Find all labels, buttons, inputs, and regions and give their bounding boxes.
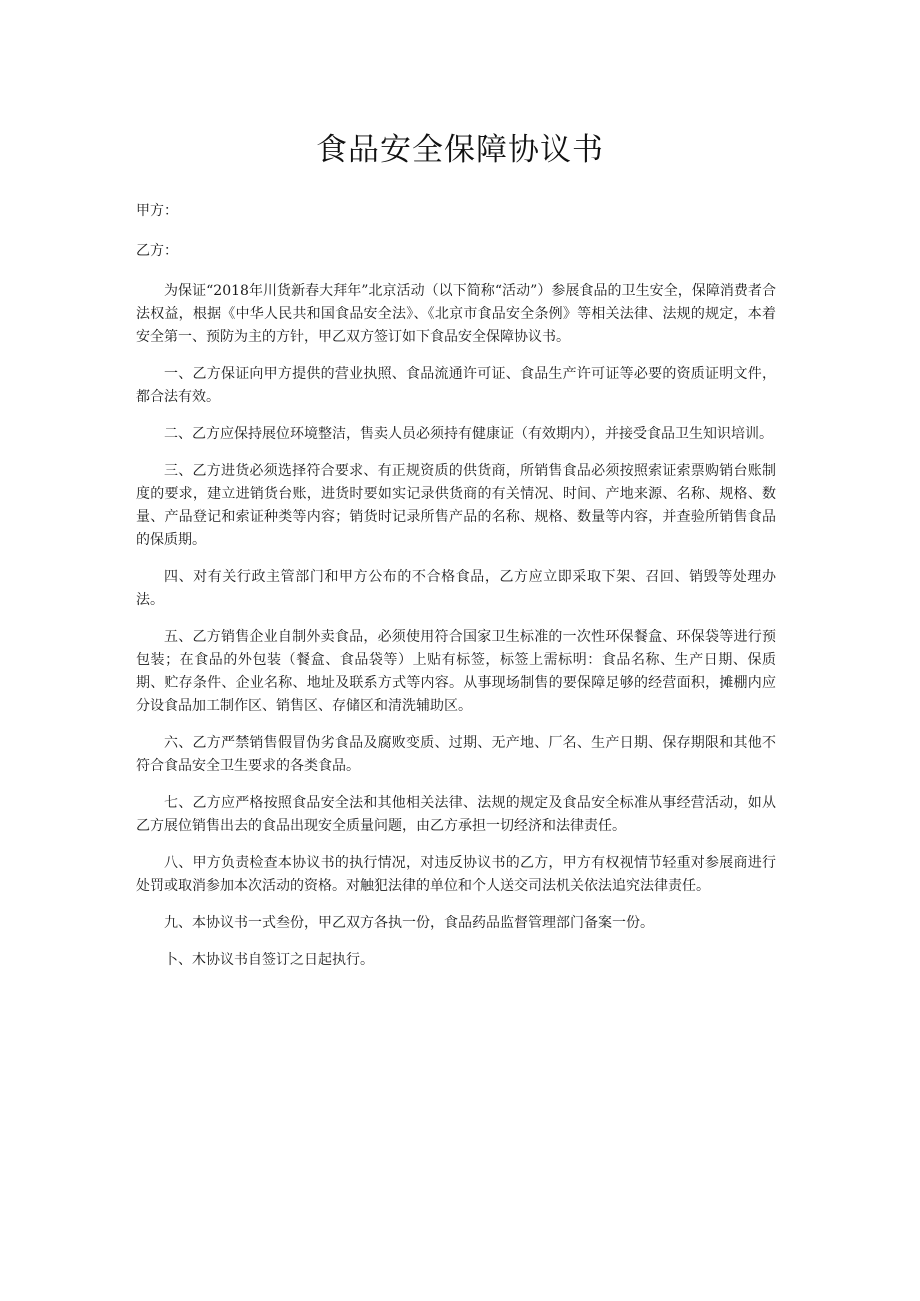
- clause-9: 九、本协议书一式叁份，甲乙双方各执一份，食品药品监督管理部门备案一份。: [164, 915, 654, 931]
- clause-4: 四、对有关行政主管部门和甲方公布的不合格食品，乙方应立即采取下架、召回、销毁等处理办法。: [136, 569, 776, 608]
- clause-1: 一、乙方保证向甲方提供的营业执照、食品流通许可证、食品生产许可证等必要的资质证明文件，都合法有效。: [136, 366, 776, 405]
- document-body: [136, 200, 776, 986]
- document-title: 食品安全保障协议书: [316, 132, 604, 168]
- intro-paragraph: 为保证“2018年川货新春大拜年”北京活动（以下简称“活动”）参展食品的卫生安全，保障消费者合法权益，根据《中华人民共和国食品安全法》、《北京市食品安全条例》等相关法律、法规的规定，本着安全第一、预防为主的方针，甲乙双方签订如下食品安全保障协议书。: [136, 283, 776, 345]
- clause-7: 七、乙方应严格按照食品安全法和其他相关法律、法规的规定及食品安全标准从事经营活动，如从乙方展位销售出去的食品出现安全质量问题，由乙方承担一切经济和法律责任。: [136, 795, 776, 834]
- clause-3: 三、乙方进货必须选择符合要求、有正规资质的供货商，所销售食品必须按照索证索票购销台账制度的要求，建立进销货台账，进货时要如实记录供货商的有关情况、时间、产地来源、名称、规格、数量、产品登记和索证种类等内容；销货时记录所售产品的名称、规格、数量等内容，并查验所销售食品的保质期。: [136, 463, 776, 548]
- clause-6: 六、乙方严禁销售假冒伪劣食品及腐败变质、过期、无产地、厂名、生产日期、保存期限和其他不符合食品安全卫生要求的各类食品。: [136, 735, 776, 774]
- clause-10: 卜、木协议书自签订之日起执行。: [164, 952, 374, 968]
- clause-2: 二、乙方应保持展位环境整洁，售卖人员必须持有健康证（有效期内），并接受食品卫生知识培训。: [164, 426, 773, 442]
- party-b-label: 乙方：: [136, 243, 178, 259]
- party-a-label: 甲方：: [136, 203, 178, 219]
- clause-5: 五、乙方销售企业自制外卖食品，必须使用符合国家卫生标准的一次性环保餐盒、环保袋等进行预包装；在食品的外包装（餐盒、食品袋等）上贴有标签，标签上需标明：食品名称、生产日期、保质期、贮存条件、企业名称、地址及联系方式等内容。从事现场制售的要保障足够的经营面积，摊棚内应分设食品加工制作区、销售区、存储区和清洗辅助区。: [136, 629, 776, 714]
- clause-8: 八、甲方负责检查本协议书的执行情况，对违反协议书的乙方，甲方有权视情节轻重对参展商进行处罚或取消参加本次活动的资格。对触犯法律的单位和个人送交司法机关依法追究法律责任。: [136, 855, 776, 894]
